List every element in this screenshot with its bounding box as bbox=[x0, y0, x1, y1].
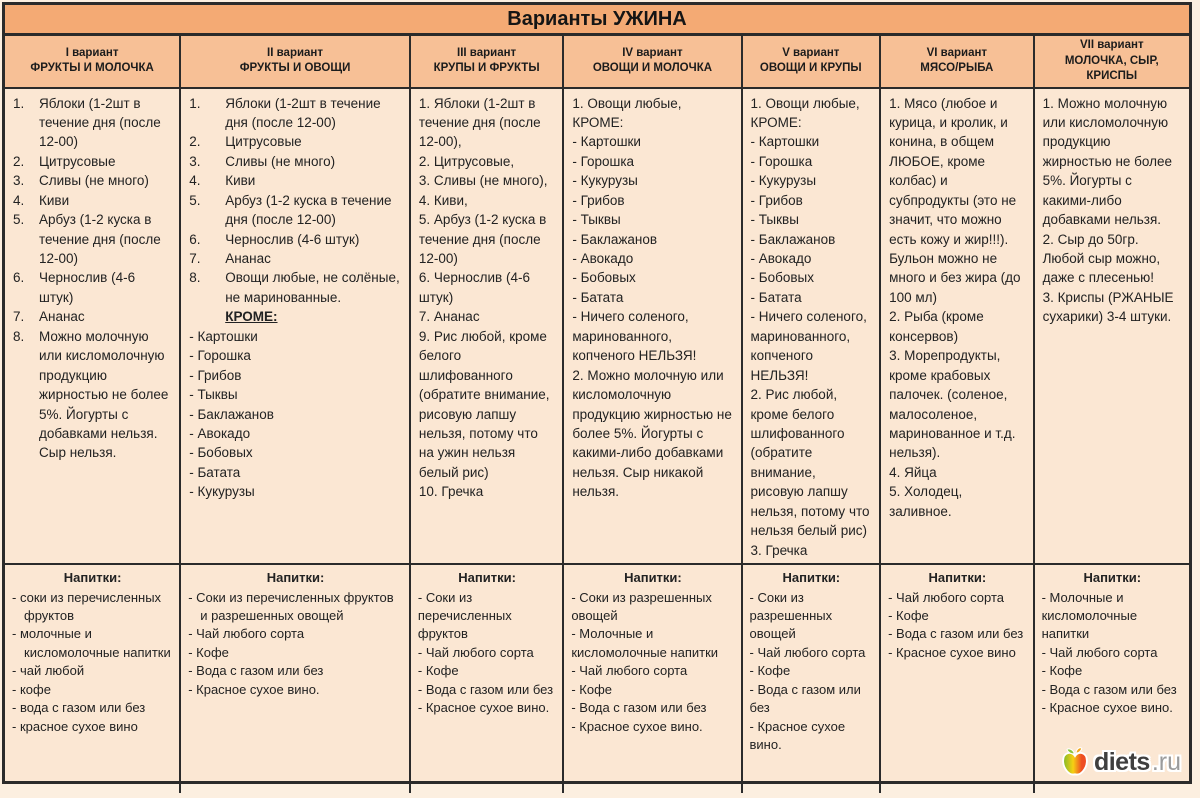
logo-site-text: diets bbox=[1093, 747, 1150, 776]
drink-item: - Кофе bbox=[749, 663, 791, 679]
food-item bbox=[189, 171, 402, 190]
food-item bbox=[13, 171, 172, 190]
column-drinks-2 bbox=[181, 565, 411, 793]
food-item: - Батата bbox=[572, 289, 624, 305]
item-text: Чернослив (4-6 штук) bbox=[39, 270, 136, 305]
food-item: - Грибов bbox=[750, 192, 803, 208]
food-item: 1. Яблоки (1-2шт в течение дня (после 12-00), bbox=[418, 95, 541, 150]
food-item: - Бобовых bbox=[572, 270, 636, 286]
drink-item: - Молочные и кисломолочные напитки bbox=[571, 626, 719, 660]
category-label: ФРУКТЫ И ОВОЩИ bbox=[239, 62, 351, 75]
food-item: 7. Ананас bbox=[418, 309, 480, 325]
column-header-5 bbox=[743, 36, 882, 87]
category-label: КРУПЫ И ФРУКТЫ bbox=[433, 62, 540, 75]
item-text: Ананас bbox=[39, 309, 85, 325]
food-item: 3. Сливы (не много), bbox=[418, 173, 548, 189]
item-text: Яблоки (1-2шт в течение дня (после 12-00) bbox=[39, 95, 161, 150]
item-number: 1. bbox=[13, 95, 25, 111]
food-item: - Бобовых bbox=[189, 445, 253, 461]
food-item: 3. Гречка bbox=[750, 542, 808, 558]
drink-item: - Вода с газом или без bbox=[749, 681, 861, 716]
food-item: 2. Цитрусовые, bbox=[418, 153, 515, 169]
food-item: - Баклажанов bbox=[189, 406, 274, 422]
food-item: - Баклажанов bbox=[572, 231, 658, 247]
column-items-7 bbox=[1035, 89, 1189, 564]
food-item bbox=[189, 307, 402, 326]
drink-item: - Соки из разрешенных овощей bbox=[749, 589, 833, 642]
drink-item: - Соки из перечисленных фруктов и разрешенных овощей bbox=[188, 589, 394, 623]
food-item: - Картошки bbox=[189, 328, 258, 344]
variant-label: II вариант bbox=[267, 46, 324, 59]
food-item: 1. Овощи любые, КРОМЕ: bbox=[572, 95, 682, 130]
item-text: Чернослив (4-6 штук) bbox=[225, 231, 360, 247]
item-text: Арбуз (1-2 куска в течение дня (после 12-00) bbox=[39, 212, 161, 267]
food-item bbox=[189, 230, 402, 249]
food-item: - Кукурузы bbox=[572, 173, 638, 189]
drink-item: - Чай любого сорта bbox=[749, 644, 866, 660]
drink-item: - Вода с газом или без bbox=[417, 681, 554, 697]
food-item: 3. Морепродукты, кроме крабовых палочек. (соленое, малосоленое, маринованное и т.д. нельзя). bbox=[889, 348, 1016, 461]
item-number: 1. bbox=[189, 95, 201, 111]
food-item: - Батата bbox=[750, 289, 802, 305]
food-item: - Горошка bbox=[189, 348, 251, 364]
drink-item: - Чай любого сорта bbox=[571, 663, 688, 679]
item-text: Киви bbox=[225, 173, 256, 189]
drink-item: - соки из перечисленных фруктов bbox=[12, 589, 162, 623]
header-row bbox=[5, 36, 1189, 89]
item-text: Яблоки (1-2шт в течение дня (после 12-00) bbox=[225, 95, 381, 130]
food-item: 6. Чернослив (4-6 штук) bbox=[418, 270, 530, 305]
food-item: 2. Сыр до 50гр. Любой сыр можно, даже с плесенью! bbox=[1042, 231, 1161, 286]
category-label: ОВОЩИ И КРУПЫ bbox=[759, 62, 862, 75]
food-item: 3. Криспы (РЖАНЫЕ сухарики) 3-4 штуки. bbox=[1042, 289, 1174, 325]
item-number: 8. bbox=[189, 270, 201, 286]
drink-item: - Кофе bbox=[417, 663, 459, 679]
column-header-6 bbox=[881, 36, 1034, 87]
item-number: 4. bbox=[13, 192, 25, 208]
food-item: - Кукурузы bbox=[189, 484, 255, 500]
variant-label: III вариант bbox=[457, 46, 517, 59]
item-text: КРОМЕ: bbox=[225, 309, 278, 325]
food-item: 5. Арбуз (1-2 куска в течение дня (после 12-00) bbox=[418, 212, 547, 267]
food-item: - Грибов bbox=[572, 192, 625, 208]
drink-item: - Молочные и кисломолочные напитки bbox=[1041, 589, 1138, 642]
food-item bbox=[13, 268, 172, 307]
food-item bbox=[189, 249, 402, 268]
column-drinks-1 bbox=[5, 565, 181, 793]
food-item: - Кукурузы bbox=[750, 173, 817, 189]
food-item: 1. Мясо (любое и курица, и кролик, и конина, в общем ЛЮБОЕ, кроме колбас) и субпродукты (это не значит, что можно есть кожу и жир!!!). Бульон можно не много и без жира (до 100 мл) bbox=[889, 95, 1021, 305]
category-label: МОЛОЧКА, СЫР, КРИСПЫ bbox=[1064, 54, 1159, 83]
food-item: 2. Можно молочную или кисломолочную продукцию жирностью не более 5%. Йогурты с какими-либо добавками нельзя. Сыр никакой нельзя. bbox=[572, 367, 732, 500]
variant-label: VII вариант bbox=[1079, 39, 1144, 51]
column-drinks-3 bbox=[411, 565, 564, 793]
food-item: 9. Рис любой, кроме белого шлифованного (обратите внимание, рисовую лапшу нельзя, потому что на ужин нельзя белый рис) bbox=[418, 328, 550, 480]
variant-label: VI вариант bbox=[926, 46, 988, 59]
item-number: 6. bbox=[189, 231, 201, 247]
column-items-2 bbox=[181, 89, 411, 564]
drink-item: - Соки из перечисленных фруктов bbox=[417, 589, 512, 642]
item-number: 3. bbox=[13, 173, 25, 189]
column-drinks-5 bbox=[743, 565, 882, 793]
category-label: МЯСО/РЫБА bbox=[920, 62, 994, 75]
drink-item: - Чай любого сорта bbox=[188, 626, 305, 642]
food-item bbox=[13, 307, 172, 326]
food-item bbox=[13, 152, 172, 171]
item-text: Овощи любые, не солёные, не маринованные. bbox=[225, 270, 400, 305]
food-item: 2. Рыба (кроме консервов) bbox=[889, 309, 984, 344]
food-item: - Ничего соленого, маринованного, копченого НЕЛЬЗЯ! bbox=[572, 309, 697, 364]
drink-item: - красное сухое вино bbox=[12, 718, 138, 734]
drink-item: - Соки из разрешенных овощей bbox=[571, 589, 712, 623]
item-text: Сливы (не много) bbox=[39, 173, 149, 189]
item-number: 4. bbox=[189, 173, 201, 189]
item-text: Цитрусовые bbox=[225, 134, 302, 150]
food-item bbox=[13, 327, 172, 463]
drink-item: - Красное сухое вино. bbox=[571, 718, 703, 734]
item-number: 8. bbox=[13, 328, 25, 344]
food-item: 10. Гречка bbox=[418, 484, 484, 500]
item-text: Ананас bbox=[225, 251, 271, 267]
food-item: 4. Яйца bbox=[889, 464, 937, 480]
column-header-3 bbox=[411, 36, 564, 87]
drinks-title: Напитки: bbox=[928, 570, 987, 586]
item-text: Сливы (не много) bbox=[225, 153, 336, 169]
variant-label: I вариант bbox=[65, 46, 119, 59]
food-item: 1. Овощи любые, КРОМЕ: bbox=[750, 95, 860, 130]
food-item: - Горошка bbox=[572, 153, 635, 169]
drink-item: - Красное сухое вино. bbox=[188, 681, 320, 697]
food-item: - Авокадо bbox=[750, 251, 812, 267]
column-header-1 bbox=[5, 36, 181, 87]
food-item: - Тыквы bbox=[572, 212, 621, 228]
drinks-title: Напитки: bbox=[1083, 570, 1142, 586]
body-row bbox=[5, 89, 1189, 564]
drink-item: - Кофе bbox=[188, 644, 229, 660]
item-text: Киви bbox=[39, 192, 70, 208]
drink-item: - Чай любого сорта bbox=[888, 589, 1004, 605]
item-number: 7. bbox=[189, 251, 201, 267]
food-item: - Авокадо bbox=[189, 425, 251, 441]
drink-item: - Кофе bbox=[888, 607, 929, 623]
item-text: Цитрусовые bbox=[39, 153, 116, 169]
logo-domain-text: .ru bbox=[1151, 747, 1181, 776]
column-items-1 bbox=[5, 89, 181, 564]
food-item bbox=[189, 191, 402, 230]
drinks-title: Напитки: bbox=[624, 570, 682, 586]
apple-icon bbox=[1058, 745, 1092, 779]
column-items-4 bbox=[564, 89, 742, 564]
food-item bbox=[189, 94, 402, 133]
food-item bbox=[189, 132, 402, 151]
item-text: Арбуз (1-2 куска в течение дня (после 12-00) bbox=[225, 192, 392, 228]
drink-item: - Кофе bbox=[571, 681, 612, 697]
drink-item: - Вода с газом или без bbox=[571, 700, 707, 716]
category-label: ФРУКТЫ И МОЛОЧКА bbox=[30, 62, 154, 75]
column-drinks-4 bbox=[564, 565, 742, 793]
drink-item: - Кофе bbox=[1041, 663, 1083, 679]
food-item: 5. Холодец, заливное. bbox=[889, 484, 963, 519]
food-item bbox=[189, 268, 402, 307]
item-number: 2. bbox=[189, 134, 201, 150]
food-item: - Батата bbox=[189, 464, 241, 480]
drink-item: - Красное сухое вино. bbox=[1041, 700, 1173, 716]
food-item bbox=[13, 94, 172, 152]
drink-item: - кофе bbox=[12, 681, 51, 697]
variant-label: IV вариант bbox=[622, 46, 683, 59]
drink-item: - Красное сухое вино. bbox=[749, 718, 846, 753]
item-text: Можно молочную или кисломолочную продукцию жирностью не более 5%. Йогурты с добавками нельзя. Сыр нельзя. bbox=[39, 328, 169, 461]
drink-item: - Вода с газом или без bbox=[1041, 681, 1177, 697]
drink-item: - Чай любого сорта bbox=[1041, 644, 1158, 660]
food-item: - Грибов bbox=[189, 367, 242, 383]
item-number: 3. bbox=[189, 153, 201, 169]
column-items-6 bbox=[881, 89, 1034, 564]
food-item: - Горошка bbox=[750, 153, 813, 169]
column-items-5 bbox=[743, 89, 882, 564]
drink-item: - Вода с газом или без bbox=[188, 663, 324, 679]
column-drinks-6 bbox=[881, 565, 1034, 793]
food-item: - Тыквы bbox=[189, 387, 238, 403]
food-item: - Баклажанов bbox=[750, 231, 836, 247]
item-number: 5. bbox=[189, 192, 201, 208]
drinks-row bbox=[5, 563, 1189, 793]
page-title: Варианты УЖИНА bbox=[5, 5, 1189, 36]
column-header-7 bbox=[1035, 36, 1189, 87]
food-item: 1. Можно молочную или кисломолочную продукцию жирностью не более 5%. Йогурты с какими-либо добавками нельзя. bbox=[1042, 95, 1172, 228]
drink-item: - чай любой bbox=[12, 663, 85, 679]
drink-item: - Красное сухое вино bbox=[888, 644, 1016, 660]
food-item bbox=[13, 210, 172, 268]
food-item: - Авокадо bbox=[572, 251, 634, 267]
food-item: - Картошки bbox=[572, 134, 641, 150]
drinks-title: Напитки: bbox=[458, 570, 516, 586]
food-item: - Бобовых bbox=[750, 270, 814, 286]
diet-table bbox=[2, 2, 1192, 784]
food-item bbox=[13, 191, 172, 210]
drinks-title: Напитки: bbox=[266, 570, 325, 586]
food-item: 4. Киви, bbox=[418, 192, 468, 208]
drink-item: - Вода с газом или без bbox=[888, 626, 1024, 642]
item-number bbox=[189, 307, 225, 326]
column-header-2 bbox=[181, 36, 411, 87]
drinks-title: Напитки: bbox=[782, 570, 841, 586]
drink-item: - молочные и кисломолочные напитки bbox=[12, 626, 171, 660]
item-number: 2. bbox=[13, 153, 25, 169]
food-item: 2. Рис любой, кроме белого шлифованного (обратите внимание, рисовую лапшу нельзя, потому что нельзя белый рис) bbox=[750, 387, 870, 539]
food-item: - Картошки bbox=[750, 134, 820, 150]
diets-ru-logo bbox=[1058, 745, 1181, 779]
item-number: 7. bbox=[13, 309, 25, 325]
drink-item: - Красное сухое вино. bbox=[417, 700, 550, 716]
item-number: 6. bbox=[13, 270, 25, 286]
food-item bbox=[189, 152, 402, 171]
item-number: 5. bbox=[13, 212, 25, 228]
column-header-4 bbox=[564, 36, 742, 87]
food-item: - Тыквы bbox=[750, 212, 799, 228]
category-label: ОВОЩИ И МОЛОЧКА bbox=[592, 62, 713, 75]
drink-item: - вода с газом или без bbox=[12, 700, 146, 716]
variant-label: V вариант bbox=[782, 46, 840, 59]
column-items-3 bbox=[411, 89, 564, 564]
drink-item: - Чай любого сорта bbox=[417, 644, 534, 660]
drinks-title: Напитки: bbox=[63, 570, 122, 586]
food-item: - Ничего соленого, маринованного, копченого НЕЛЬЗЯ! bbox=[750, 309, 867, 383]
